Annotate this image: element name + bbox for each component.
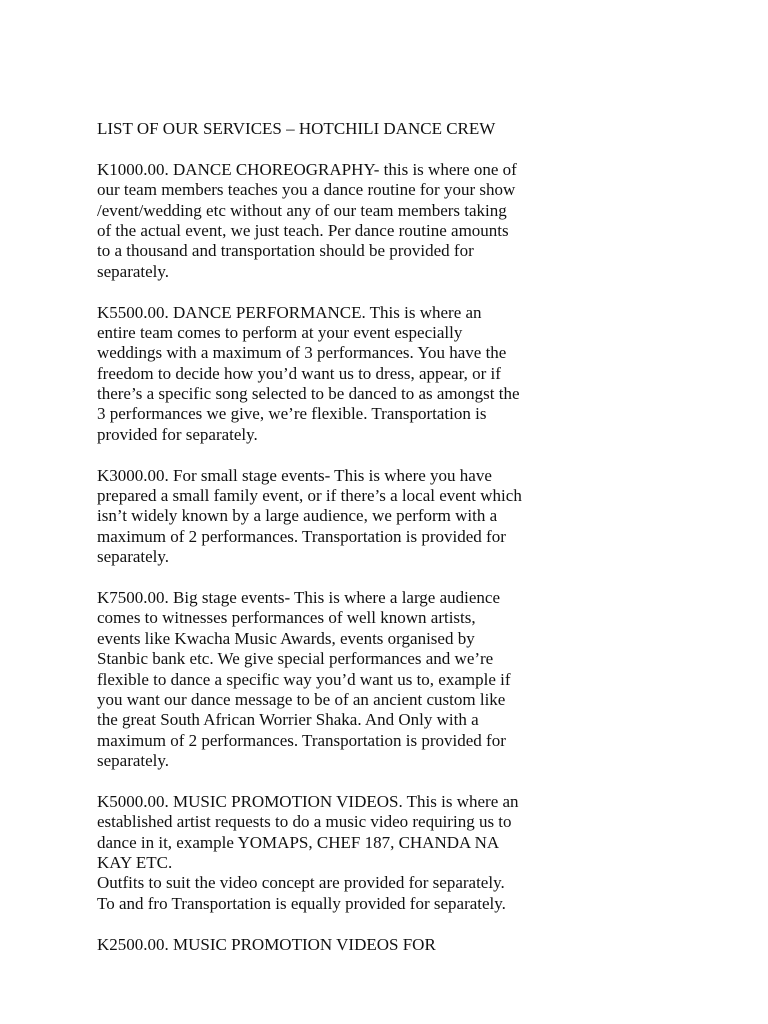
section-gap — [97, 139, 577, 159]
text-line: To and fro Transportation is equally provided for separately. — [97, 893, 506, 913]
service-music-promotion-videos — [97, 792, 577, 914]
text-line: weddings with a maximum of 3 performances. You have the — [97, 343, 507, 363]
text-line: comes to witnesses performances of well known artists, — [97, 608, 476, 628]
text-line: 3 performances we give, we’re flexible. Transportation is — [97, 404, 487, 424]
text-line: K7500.00. Big stage events- This is where a large audience — [97, 587, 501, 607]
text-line: prepared a small family event, or if there’s a local event which — [97, 486, 522, 506]
text-line: K2500.00. MUSIC PROMOTION VIDEOS FOR — [97, 934, 436, 954]
text-line: to a thousand and transportation should be provided for — [97, 241, 474, 261]
text-line: flexible to dance a specific way you’d want us to, example if — [97, 669, 511, 689]
service-music-promotion-videos-for — [97, 935, 577, 955]
section-gap — [97, 568, 577, 588]
text-line: separately. — [97, 261, 170, 281]
text-line: events like Kwacha Music Awards, events organised by — [97, 628, 475, 648]
text-line: provided for separately. — [97, 424, 258, 444]
service-dance-choreography — [97, 160, 577, 282]
text-line: K1000.00. DANCE CHOREOGRAPHY- this is where one of — [97, 159, 517, 179]
text-line: KAY ETC. — [97, 853, 173, 873]
text-line: you want our dance message to be of an ancient custom like — [97, 689, 506, 709]
text-line: separately. — [97, 547, 170, 567]
text-line: established artist requests to do a music video requiring us to — [97, 812, 512, 832]
text-line: dance in it, example YOMAPS, CHEF 187, CHANDA NA — [97, 832, 500, 852]
text-line: our team members teaches you a dance routine for your show — [97, 180, 516, 200]
text-line: entire team comes to perform at your event especially — [97, 322, 463, 342]
text-line: Stanbic bank etc. We give special performances and we’re — [97, 649, 494, 669]
service-small-stage-events — [97, 466, 577, 568]
section-gap — [97, 914, 577, 934]
text-line: K5000.00. MUSIC PROMOTION VIDEOS. This is where an — [97, 791, 519, 811]
text-line: isn’t widely known by a large audience, we perform with a — [97, 506, 498, 526]
section-gap — [97, 772, 577, 792]
section-gap — [97, 282, 577, 302]
text-line: freedom to decide how you’d want us to dress, appear, or if — [97, 363, 501, 383]
text-line: /event/wedding etc without any of our team members taking — [97, 200, 507, 220]
text-line: separately. — [97, 751, 170, 771]
text-line: maximum of 2 performances. Transportation is provided for — [97, 730, 506, 750]
text-line: Outfits to suit the video concept are provided for separately. — [97, 873, 505, 893]
service-big-stage-events — [97, 588, 577, 772]
text-line: maximum of 2 performances. Transportation is provided for — [97, 526, 506, 546]
text-line: of the actual event, we just teach. Per dance routine amounts — [97, 220, 509, 240]
text-line: the great South African Worrier Shaka. And Only with a — [97, 710, 479, 730]
document-page — [97, 119, 577, 955]
text-line: there’s a specific song selected to be danced to as amongst the — [97, 384, 520, 404]
document-title: LIST OF OUR SERVICES – HOTCHILI DANCE CREW — [97, 119, 496, 138]
service-dance-performance — [97, 303, 577, 446]
section-gap — [97, 445, 577, 465]
text-line: K5500.00. DANCE PERFORMANCE. This is where an — [97, 302, 482, 322]
text-line: K3000.00. For small stage events- This is where you have — [97, 465, 492, 485]
